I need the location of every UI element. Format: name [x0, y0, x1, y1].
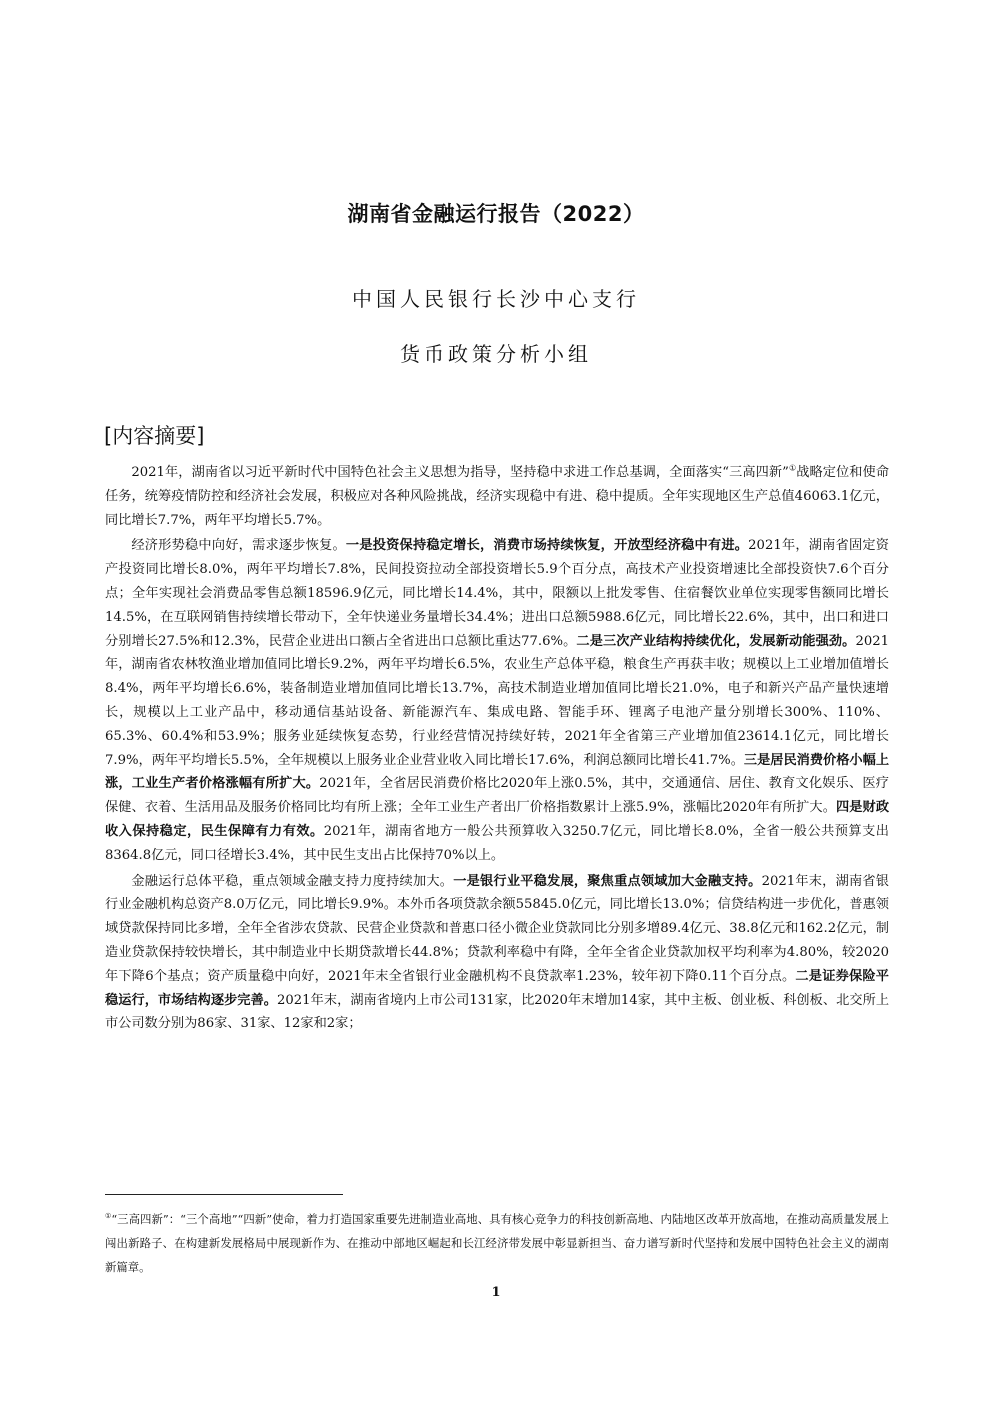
author-group: 货币政策分析小组 [400, 342, 592, 366]
page-number: 1 [491, 1285, 501, 1300]
paragraph-emphasis: 二是三次产业结构持续优化，发展新动能强劲。 [576, 633, 856, 649]
paragraph-text: 2021年，湖南省固定资产投资同比增长8.0%，两年平均增长7.8%，民间投资拉动全部投资增长5.9个百分点，高技术产业投资增速比全部投资快7.6个百分点；全年实现社会消费品零售总额18596.9亿元，同比增长14.4%，其中，限额以上批发零售、住宿餐饮业单位实现零售额同比增长14.5%，在互联网销售持续增长带动下，全年快递业务量增长34.4%；进出口总额5988.6亿元，同比增长22.6%，其中，出口和进口分别增长27.5%和12.3%，民营企业进出口额占全省进出口总额比重达77.6%。 [105, 538, 889, 649]
footnote-mark: ① [105, 1212, 112, 1221]
paragraph-emphasis: 四是财政收入保持稳定，民生保障有力有效。 [105, 800, 890, 839]
paragraph-text: 2021年，湖南省以习近平新时代中国特色社会主义思想为指导，坚持稳中求进工作总基调，全面落实“三高四新” [131, 465, 789, 480]
author-institution: 中国人民银行长沙中心支行 [352, 287, 640, 311]
paragraph-text: 2021年，全省居民消费价格比2020年上涨0.5%，其中，交通通信、居住、教育文化娱乐、医疗保健、衣着、生活用品及服务价格同比均有所上涨；全年工业生产者出厂价格指数累计上涨5.9%，涨幅比2020年有所扩大。 [105, 776, 889, 816]
paragraph-economy [105, 534, 889, 867]
paragraph-emphasis: 三是居民消费价格小幅上涨，工业生产者价格涨幅有所扩大。 [105, 752, 890, 792]
footnote-reference[interactable]: ① [788, 463, 797, 473]
paragraph-finance [105, 870, 889, 1037]
report-title: 湖南省金融运行报告（2022） [347, 202, 645, 226]
abstract-body [105, 461, 889, 1036]
paragraph-overview [105, 461, 889, 532]
paragraph-text: 2021年，湖南省农林牧渔业增加值同比增长9.2%，两年平均增长6.5%，农业生产总体平稳，粮食生产再获丰收；规模以上工业增加值增长8.4%，两年平均增长6.6%，装备制造业增加值同比增长13.7%，高技术制造业增加值同比增长21.0%，电子和新兴产品产量快速增长，规模以上工业产品中，移动通信基站设备、新能源汽车、集成电路、智能手环、锂离子电池产量分别增长300%、110%、65.3%、60.4%和53.9%；服务业延续恢复态势，行业经营情况持续好转，2021年全省第三产业增加值23614.1亿元，同比增长7.9%，两年平均增长5.5%，全年规模以上服务业企业营业收入同比增长17.6%，利润总额同比增长41.7%。 [105, 633, 889, 768]
paragraph-text: 经济形势稳中向好，需求逐步恢复。 [131, 538, 346, 554]
paragraph-emphasis: 一是银行业平稳发展，聚焦重点领域加大金融支持。 [453, 873, 762, 889]
footnote [105, 1207, 889, 1279]
paragraph-emphasis: 二是证券保险平稳运行，市场结构逐步完善。 [105, 968, 889, 1008]
footnote-divider [105, 1194, 343, 1195]
paragraph-text: 金融运行总体平稳，重点领域金融支持力度持续加大。 [131, 873, 454, 889]
paragraph-text: 战略定位和使命任务，统筹疫情防控和经济社会发展，积极应对各种风险挑战，经济实现稳中有进、稳中提质。全年实现地区生产总值46063.1亿元，同比增长7.7%，两年平均增长5.7%。 [105, 465, 890, 528]
paragraph-text: 2021年，湖南省地方一般公共预算收入3250.7亿元，同比增长8.0%，全省一般公共预算支出8364.8亿元，同口径增长3.4%，其中民生支出占比保持70%以上。 [105, 823, 889, 863]
section-heading-abstract: [内容摘要] [104, 424, 205, 448]
paragraph-emphasis: 一是投资保持稳定增长，消费市场持续恢复，开放型经济稳中有进。 [345, 538, 749, 554]
paragraph-text: 2021年末，湖南省境内上市公司131家，比2020年末增加14家，其中主板、创业板、科创板、北交所上市公司数分别为86家、31家、12家和2家； [105, 992, 890, 1032]
paragraph-text: 2021年末，湖南省银行业金融机构总资产8.0万亿元，同比增长9.9%。本外币各项贷款余额55845.0亿元，同比增长13.0%；信贷结构进一步优化，普惠领域贷款保持同比多增，全年全省涉农贷款、民营企业贷款和普惠口径小微企业贷款同比分别多增89.4亿元、38.8亿元和162.2亿元，制造业贷款保持较快增长，其中制造业中长期贷款增长44.8%；贷款利率稳中有降，全年全省企业贷款加权平均利率为4.80%，较2020年下降6个基点；资产质量稳中向好，2021年末全省银行业金融机构不良贷款率1.23%，较年初下降0.11个百分点。 [105, 873, 889, 984]
footnote-text: “三高四新”：“三个高地”“四新”使命，着力打造国家重要先进制造业高地、具有核心竞争力的科技创新高地、内陆地区改革开放高地，在推动高质量发展上闯出新路子、在构建新发展格局中展现新作为、在推动中部地区崛起和长江经济带发展中彰显新担当、奋力谱写新时代坚持和发展中国特色社会主义的湖南新篇章。 [105, 1212, 889, 1274]
